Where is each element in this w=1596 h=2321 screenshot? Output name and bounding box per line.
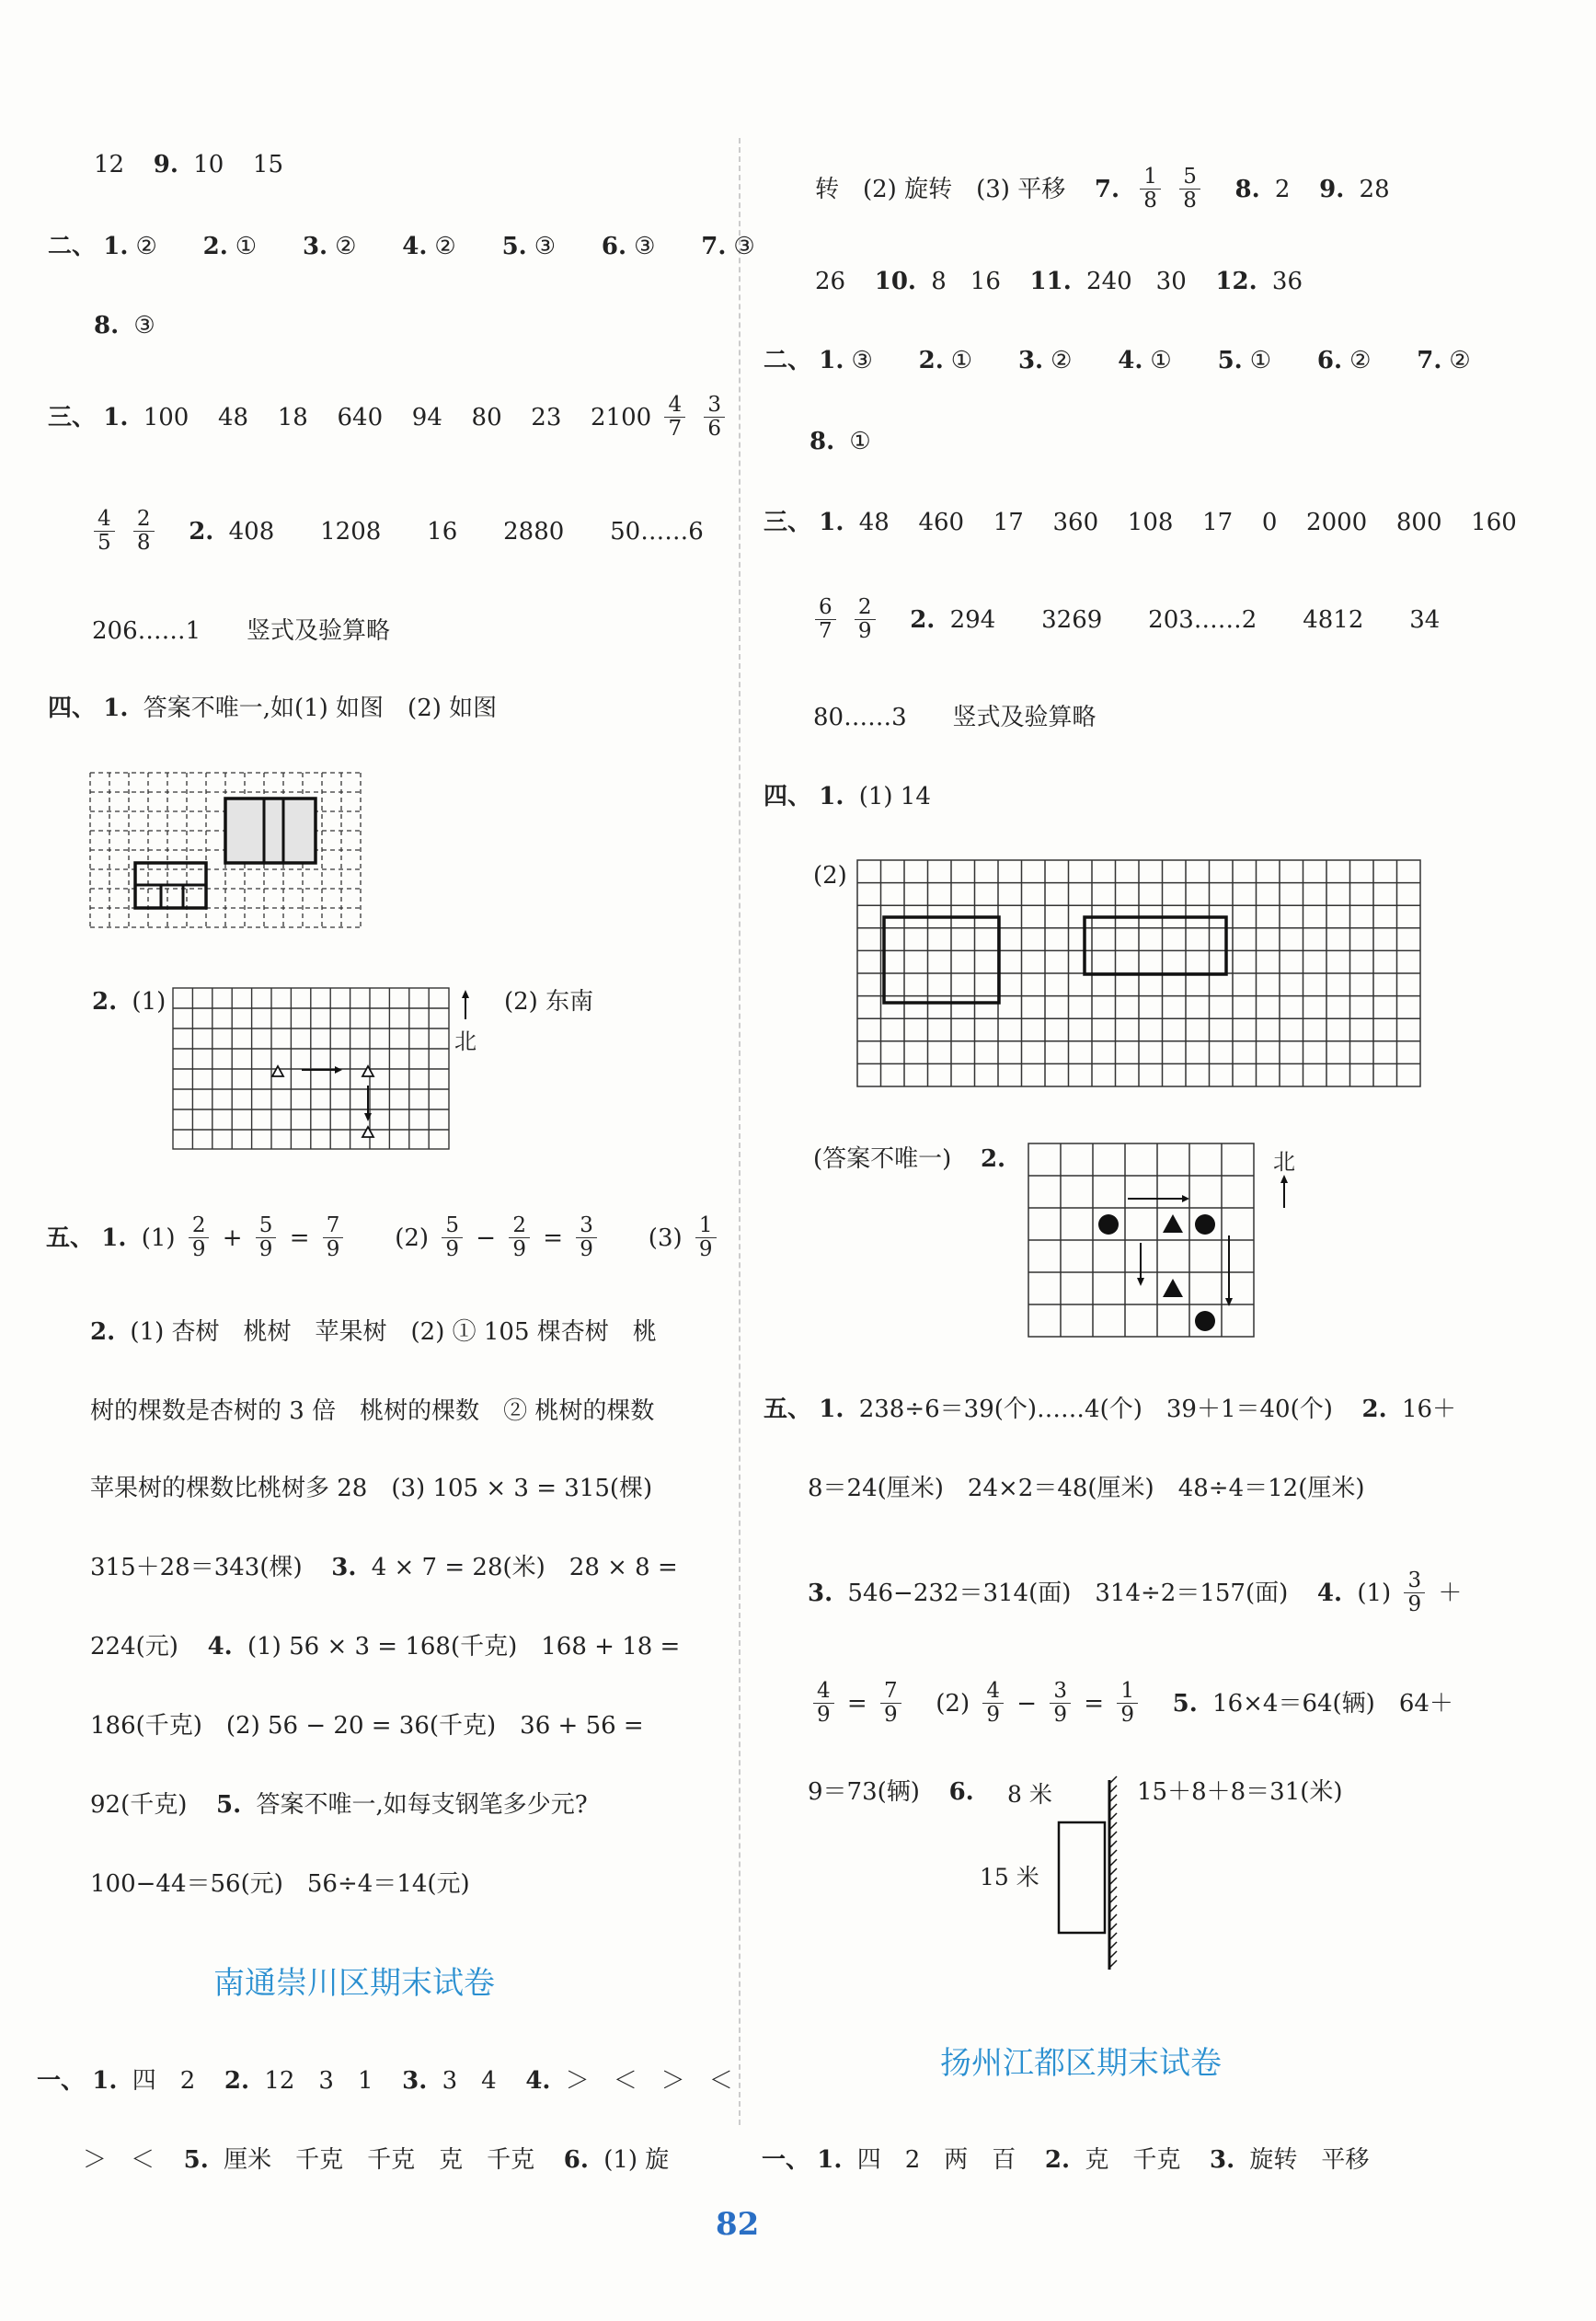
text: 15＋8＋8＝31(米)	[1137, 1778, 1343, 1806]
arrow-head	[1280, 1175, 1288, 1183]
item-number: 1.	[817, 2146, 843, 2174]
rectangle-grid-figure	[90, 773, 366, 934]
item-number: 1.	[819, 1396, 844, 1423]
value: 0	[1261, 509, 1278, 536]
item-number: 5.	[1172, 1689, 1198, 1718]
item-number: 2.	[224, 2067, 250, 2095]
text: 186(千克) (2) 56 − 20 = 36(千克) 36 + 56 =	[90, 1712, 644, 1740]
fraction: $\frac{3}{9}$	[576, 1214, 597, 1262]
answer-line-r9	[813, 863, 847, 888]
fraction: $\frac{5}{9}$	[256, 1214, 277, 1262]
item-number: 2.	[202, 233, 228, 260]
position-grid-figure	[1028, 1143, 1304, 1341]
triangle-icon	[362, 1127, 373, 1137]
answer-line-r15	[808, 1779, 982, 1804]
answer-line-l8	[92, 989, 166, 1014]
value: 23	[531, 403, 562, 431]
text: 3 4	[442, 2067, 497, 2095]
fraction: $\frac{7}{9}$	[323, 1214, 344, 1262]
operator: =	[1084, 1689, 1105, 1718]
text: 240 30	[1086, 268, 1187, 295]
value: 17	[993, 509, 1024, 536]
value: 460	[918, 509, 965, 536]
answer-line-l11	[90, 1398, 654, 1423]
answer-line-r11	[764, 1396, 1456, 1421]
value: 360	[1052, 509, 1099, 536]
choice: ③	[851, 347, 873, 374]
value: 3269	[1041, 605, 1103, 634]
item-number: 1.	[103, 695, 129, 722]
text: 苹果树的棵数比桃树多 28 (3) 105 × 3 = 315(棵)	[90, 1475, 653, 1502]
value: 2000	[1306, 509, 1368, 536]
value: 108	[1127, 509, 1174, 536]
value: 48	[218, 403, 249, 431]
answer-line-l17	[90, 1871, 470, 1896]
value: 100	[143, 403, 189, 431]
text: ＞ ＜	[83, 2146, 155, 2174]
section-marker: 三、	[48, 403, 97, 431]
answer-line-l15	[90, 1713, 644, 1738]
item-number: 2.	[189, 517, 214, 546]
text: ＞ ＜ ＞ ＜	[565, 2067, 733, 2095]
value: 34	[1409, 605, 1441, 634]
item-number: 2.	[92, 988, 118, 1016]
rectangle-b	[1085, 917, 1226, 974]
text: (3)	[648, 1224, 683, 1252]
text: (1) 杏树 桃树 苹果树 (2) ① 105 棵杏树 桃	[130, 1318, 657, 1346]
section-marker: 五、	[764, 1396, 812, 1423]
fraction: $\frac{3}{9}$	[1050, 1680, 1071, 1728]
text: 546−232＝314(面) 314÷2＝157(面)	[847, 1579, 1289, 1607]
answer-line-r2	[815, 269, 1303, 293]
value: 48	[858, 509, 890, 536]
value: 16	[427, 517, 458, 546]
item-number: 9.	[1319, 175, 1345, 203]
text: (1)	[1357, 1579, 1392, 1607]
value: 4812	[1303, 605, 1364, 634]
item-number: 2.	[910, 605, 936, 634]
item-number: 6.	[563, 2146, 589, 2174]
fraction: $\frac{2}{9}$	[855, 596, 876, 644]
answer-line-l2	[48, 234, 755, 259]
item-number: 8.	[809, 428, 835, 455]
fraction: $\frac{5}{9}$	[442, 1214, 463, 1262]
text: 10	[193, 151, 224, 178]
text: 28	[1359, 175, 1390, 203]
section-marker: 三、	[764, 509, 812, 536]
text: 四 2 两 百	[856, 2146, 1016, 2174]
triangle-icon	[1163, 1214, 1183, 1233]
text: 100−44＝56(元) 56÷4＝14(元)	[90, 1870, 470, 1898]
item-number: 1.	[103, 403, 129, 431]
value: 294	[949, 605, 996, 634]
text: 答案不唯一,如(1) 如图 (2) 如图	[143, 695, 498, 722]
text: 2	[1274, 175, 1291, 203]
text: 克 千克	[1085, 2146, 1181, 2174]
answer-line-l16	[90, 1792, 588, 1817]
answer-line-r5	[764, 510, 1517, 534]
item-number: 12.	[1215, 268, 1257, 295]
fraction: $\frac{1}{8}$	[1140, 166, 1161, 213]
section-marker: 五、	[46, 1224, 95, 1252]
answer-line-l9	[46, 1214, 722, 1262]
north-label: 北	[454, 1028, 477, 1054]
text: 四 2	[132, 2067, 196, 2095]
operator: −	[1016, 1689, 1038, 1718]
value: 18	[277, 403, 308, 431]
item-number: 9.	[153, 151, 178, 178]
value: 640	[337, 403, 384, 431]
text: (1) 56 × 3 = 168(千克) 168 + 18 =	[247, 1633, 681, 1660]
choice: ①	[235, 233, 258, 260]
column-divider	[739, 138, 741, 2125]
operator: =	[289, 1224, 310, 1252]
answer-line-l5	[88, 508, 704, 556]
text: 答案不唯一,如每支钢笔多少元?	[256, 1791, 588, 1819]
item-number: 4.	[402, 233, 428, 260]
choice: ②	[135, 233, 157, 260]
item-number: 1.	[101, 1224, 127, 1252]
item-number: 2.	[918, 347, 944, 374]
circle-icon	[1195, 1214, 1215, 1235]
north-label: 北	[1273, 1149, 1295, 1175]
answer-line-l3	[94, 313, 155, 338]
item-number: 4.	[525, 2067, 551, 2095]
item-number: 3.	[1017, 347, 1044, 374]
choice: ②	[1051, 347, 1073, 374]
item-number: 3.	[302, 233, 328, 260]
value: 80……3	[813, 704, 907, 731]
section-title: 扬州江都区期末试卷	[940, 2045, 1222, 2082]
grid-lines	[1028, 1143, 1254, 1337]
value: 408	[228, 517, 275, 546]
length-label-15m: 15 米	[980, 1864, 1039, 1890]
item-number: 1.	[819, 347, 844, 374]
item-number: 7.	[1094, 175, 1120, 203]
item-number: 10.	[874, 268, 916, 295]
answer-line-l4	[48, 394, 730, 442]
fraction: $\frac{2}{9}$	[189, 1214, 210, 1262]
operator: −	[476, 1224, 497, 1252]
answer-line-l1	[94, 152, 283, 177]
answer-line-r7	[813, 705, 1097, 730]
item-number: 2.	[1044, 2146, 1071, 2174]
section-marker: 二、	[48, 233, 97, 260]
fraction: $\frac{3}{6}$	[704, 394, 725, 442]
answer-line-r4	[809, 429, 871, 454]
text: 12	[94, 151, 125, 178]
text: (1) 14	[858, 783, 931, 810]
fraction: $\frac{4}{5}$	[94, 508, 115, 556]
fraction: $\frac{2}{9}$	[509, 1214, 530, 1262]
item-number: 1.	[819, 783, 844, 810]
answer-line-r1	[815, 166, 1390, 213]
answer-line-r3	[764, 348, 1471, 373]
item-number: 7.	[1417, 347, 1442, 374]
item-number: 11.	[1029, 268, 1072, 295]
text: 92(千克)	[90, 1791, 188, 1819]
answer-line-r8	[764, 784, 931, 809]
text: (2) 东南	[504, 988, 594, 1016]
section-marker: 四、	[48, 695, 97, 722]
garden-rectangle	[1059, 1822, 1105, 1933]
text: 224(元)	[90, 1633, 178, 1660]
fraction: $\frac{2}{8}$	[133, 508, 155, 556]
choice: ①	[1249, 347, 1272, 374]
item-number: 1.	[92, 2067, 118, 2095]
item-number: 6.	[1316, 347, 1343, 374]
answer-line-l18	[37, 2068, 733, 2093]
item-number: 8.	[94, 312, 120, 339]
text: 转 (2) 旋转 (3) 平移	[815, 175, 1066, 203]
text: (2)	[936, 1689, 970, 1718]
item-number: 3.	[808, 1579, 833, 1607]
text: (1) 旋	[603, 2146, 670, 2174]
item-number: 3.	[1210, 2146, 1235, 2174]
triangle-icon	[362, 1066, 373, 1076]
circle-icon	[1195, 1311, 1215, 1331]
answer-line-r13	[808, 1569, 1462, 1617]
item-number: 2.	[90, 1318, 116, 1346]
choice: ①	[1150, 347, 1172, 374]
choice: ①	[849, 428, 871, 455]
text: 16＋	[1401, 1396, 1457, 1423]
arrow-head	[1137, 1278, 1144, 1286]
item-number: 3.	[331, 1554, 357, 1581]
text: (2)	[813, 862, 847, 890]
answer-text	[1137, 1779, 1343, 1804]
value: 2100	[591, 403, 652, 431]
section-marker: 一、	[37, 2067, 86, 2095]
operator: ＋	[1438, 1579, 1463, 1607]
text: 15	[252, 151, 284, 178]
triangle-icon	[1163, 1279, 1183, 1297]
value: 80	[471, 403, 502, 431]
choice: ②	[434, 233, 456, 260]
page-number: 82	[716, 2206, 760, 2243]
text: 8＝24(厘米) 24×2＝48(厘米) 48÷4＝12(厘米)	[808, 1475, 1365, 1502]
fraction: $\frac{4}{7}$	[664, 394, 685, 442]
fraction: $\frac{4}{9}$	[982, 1680, 1004, 1728]
item-number: 8.	[1234, 175, 1260, 203]
value: 17	[1202, 509, 1234, 536]
text: 26	[815, 268, 846, 295]
arrow-head	[335, 1066, 342, 1074]
choice: ③	[634, 233, 656, 260]
item-number: 5.	[216, 1791, 242, 1819]
operator: +	[222, 1224, 243, 1252]
choice: ③	[733, 233, 755, 260]
answer-line-r16	[762, 2147, 1369, 2172]
answer-line-l7	[48, 695, 497, 720]
text: (1)	[141, 1224, 176, 1252]
answer-line-r6	[809, 596, 1440, 644]
section-marker: 一、	[762, 2146, 810, 2174]
fraction: $\frac{1}{9}$	[1117, 1680, 1138, 1728]
arrow-head	[364, 1113, 372, 1121]
item-number: 2.	[1361, 1396, 1387, 1423]
item-number: 6.	[948, 1778, 974, 1806]
value: 94	[411, 403, 442, 431]
text: 厘米 千克 千克 克 千克	[224, 2146, 535, 2174]
rectangle-area-grid-figure	[857, 860, 1428, 1090]
fraction: $\frac{6}{7}$	[815, 596, 836, 644]
text: 238÷6＝39(个)……4(个) 39＋1＝40(个)	[858, 1396, 1333, 1423]
value: 206……1	[92, 617, 201, 645]
item-number: 5.	[183, 2146, 209, 2174]
direction-grid-figure	[173, 988, 486, 1154]
value: 800	[1395, 509, 1442, 536]
item-number: 4.	[1316, 1579, 1343, 1607]
text: 竖式及验算略	[247, 617, 391, 645]
fraction: $\frac{1}{9}$	[695, 1214, 717, 1262]
triangle-icon	[272, 1066, 283, 1076]
item-number: 5.	[501, 233, 527, 260]
choice: ②	[335, 233, 357, 260]
item-number: 7.	[701, 233, 727, 260]
item-number: 4.	[207, 1633, 233, 1660]
choice: ①	[950, 347, 973, 374]
text: (2)	[395, 1224, 430, 1252]
text: 16×4＝64(辆) 64＋	[1212, 1689, 1453, 1718]
text: 315＋28＝343(棵)	[90, 1554, 303, 1581]
text: 9＝73(辆)	[808, 1778, 920, 1806]
text: (答案不唯一)	[813, 1145, 952, 1173]
choice: ③	[534, 233, 557, 260]
length-label-8m: 8 米	[1007, 1781, 1052, 1808]
operator: =	[846, 1689, 867, 1718]
fence-figure	[980, 1771, 1164, 1978]
text: 8 16	[931, 268, 1001, 295]
answer-line-r10	[813, 1146, 1013, 1171]
value: 203……2	[1148, 605, 1257, 634]
text: 36	[1271, 268, 1303, 295]
section-marker: 四、	[764, 783, 812, 810]
answer-line-l19	[83, 2147, 669, 2172]
arrow-head	[1182, 1195, 1189, 1202]
fraction: $\frac{4}{9}$	[813, 1680, 834, 1728]
choice: ②	[1449, 347, 1471, 374]
answer-line-l14	[90, 1634, 680, 1659]
operator: =	[543, 1224, 564, 1252]
text: 4 × 7 = 28(米) 28 × 8 =	[371, 1554, 678, 1581]
answer-line-l10	[90, 1319, 657, 1344]
item-number: 1.	[819, 509, 844, 536]
item-number: 6.	[601, 233, 627, 260]
text: 竖式及验算略	[952, 704, 1097, 731]
item-number: 4.	[1118, 347, 1143, 374]
text: (1)	[132, 988, 166, 1016]
section-marker: 二、	[764, 347, 812, 374]
answer-text	[504, 989, 593, 1014]
section-title: 南通崇川区期末试卷	[213, 1965, 495, 2002]
value: 50……6	[610, 517, 704, 546]
large-rectangle	[225, 799, 316, 863]
answer-line-r14	[808, 1680, 1453, 1728]
fraction: $\frac{5}{8}$	[1179, 166, 1200, 213]
answer-line-r12	[808, 1476, 1364, 1500]
item-number: 1.	[103, 233, 129, 260]
grid-lines	[173, 988, 449, 1149]
arrow-head	[462, 990, 469, 998]
circle-icon	[1098, 1214, 1119, 1235]
choice: ③	[133, 312, 155, 339]
answer-line-l13	[90, 1555, 678, 1580]
text: 12 3 1	[264, 2067, 373, 2095]
fraction: $\frac{3}{9}$	[1404, 1569, 1425, 1617]
choice: ②	[1349, 347, 1372, 374]
item-number: 2.	[980, 1145, 1006, 1173]
fraction: $\frac{7}{9}$	[880, 1680, 901, 1728]
value: 1208	[320, 517, 382, 546]
item-number: 5.	[1217, 347, 1243, 374]
value: 2880	[503, 517, 565, 546]
text: 旋转 平移	[1249, 2146, 1370, 2174]
text: 树的棵数是杏树的 3 倍 桃树的棵数 ② 桃树的棵数	[90, 1397, 655, 1425]
item-number: 3.	[402, 2067, 428, 2095]
rectangle-a	[884, 917, 999, 1003]
answer-line-l6	[92, 618, 390, 643]
answer-line-l12	[90, 1476, 652, 1500]
value: 160	[1471, 509, 1517, 536]
